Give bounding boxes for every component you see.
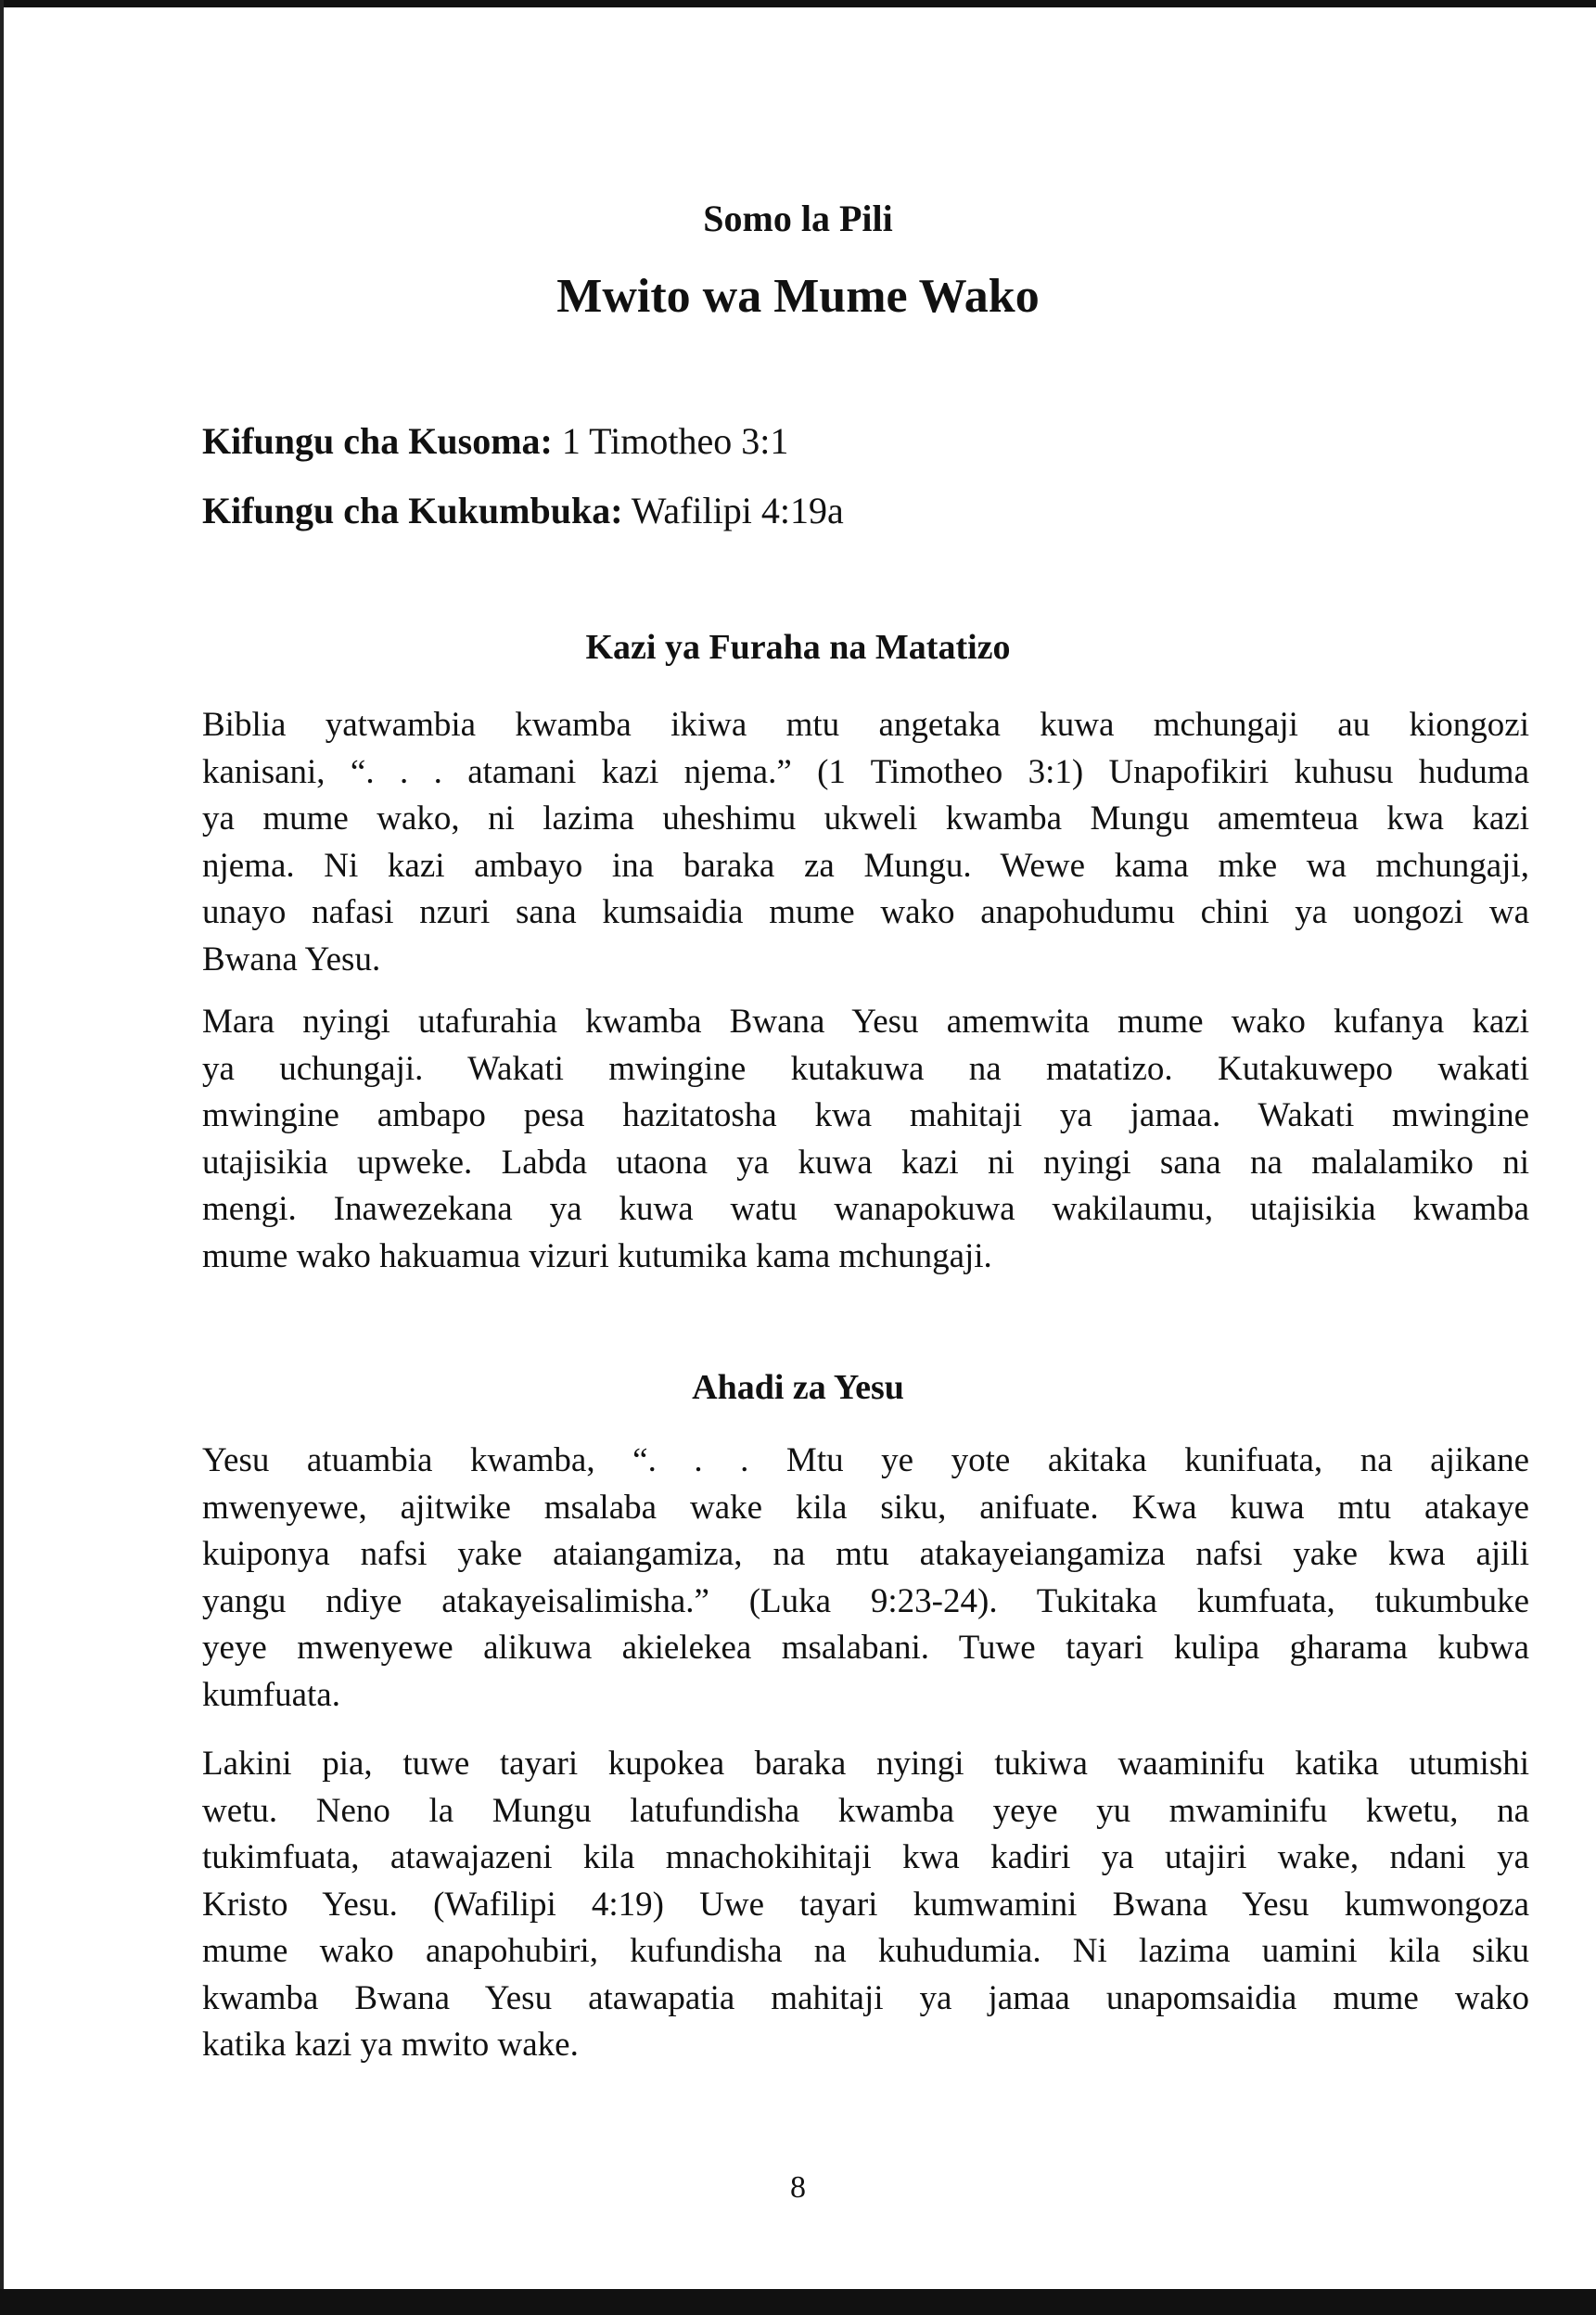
- text-line: njema. Ni kazi ambayo ina baraka za Mungu. Wewe kama mke wa mchungaji,: [202, 846, 1529, 885]
- scan-edge-bottom: [0, 2289, 1596, 2315]
- text-line: ya uchungaji. Wakati mwingine kutakuwa na matatizo. Kutakuwepo wakati: [202, 1049, 1529, 1088]
- text-line: utajisikia upweke. Labda utaona ya kuwa kazi ni nyingi sana na malalamiko ni: [202, 1143, 1529, 1182]
- text-line: Kristo Yesu. (Wafilipi 4:19) Uwe tayari kumwamini Bwana Yesu kumwongoza: [202, 1885, 1529, 1924]
- reference-label: Kifungu cha Kusoma:: [202, 420, 553, 462]
- text-line: yeye mwenyewe alikuwa akielekea msalabani. Tuwe tayari kulipa gharama kubwa: [202, 1629, 1529, 1667]
- text-line: wetu. Neno la Mungu latufundisha kwamba yeye yu mwaminifu kwetu, na: [202, 1791, 1529, 1830]
- text-line: Mara nyingi utafurahia kwamba Bwana Yesu amemwita mume wako kufanya kazi: [202, 1003, 1529, 1041]
- section-heading: Kazi ya Furaha na Matatizo: [585, 628, 1011, 667]
- lesson-label: Somo la Pili: [703, 198, 893, 239]
- memory-reference: [202, 489, 844, 532]
- text-line: unayo nafasi nzuri sana kumsaidia mume wako anapohudumu chini ya uongozi wa: [202, 893, 1529, 931]
- text-line: tukimfuata, atawajazeni kila mnachokihitaji kwa kadiri ya utajiri wake, ndani ya: [202, 1838, 1529, 1876]
- page-number: 8: [790, 2170, 806, 2205]
- section-heading: Ahadi za Yesu: [692, 1368, 904, 1407]
- text-line: Biblia yatwambia kwamba ikiwa mtu angetaka kuwa mchungaji au kiongozi: [202, 706, 1529, 744]
- text-line: kwamba Bwana Yesu atawapatia mahitaji ya jamaa unapomsaidia mume wako: [202, 1978, 1529, 2017]
- paragraph: [202, 999, 1529, 1280]
- scan-edge-top: [0, 0, 1596, 7]
- text-line: yangu ndiye atakayeisalimisha.” (Luka 9:23-24). Tukitaka kumfuata, tukumbuke: [202, 1581, 1529, 1620]
- scan-edge-left: [0, 0, 4, 2315]
- text-line: mengi. Inawezekana ya kuwa watu wanapokuwa wakilaumu, utajisikia kwamba: [202, 1190, 1529, 1228]
- text-line: mwenyewe, ajitwike msalaba wake kila siku, anifuate. Kwa kuwa mtu atakaye: [202, 1488, 1529, 1527]
- paragraph: [202, 1741, 1529, 2069]
- paragraph: [202, 702, 1529, 983]
- text-line: mwingine ambapo pesa hazitatosha kwa mahitaji ya jamaa. Wakati mwingine: [202, 1096, 1529, 1134]
- text-line: mume wako anapohubiri, kufundisha na kuhudumia. Ni lazima uamini kila siku: [202, 1932, 1529, 1970]
- reference-value: Wafilipi 4:19a: [631, 490, 844, 531]
- reference-label: Kifungu cha Kukumbuka:: [202, 490, 623, 531]
- reference-value: 1 Timotheo 3:1: [561, 420, 789, 462]
- text-line: ya mume wako, ni lazima uheshimu ukweli kwamba Mungu amemteua kwa kazi: [202, 799, 1529, 838]
- text-line: kanisani, “. . . atamani kazi njema.” (1 Timotheo 3:1) Unapofikiri kuhusu huduma: [202, 752, 1529, 791]
- text-line: Bwana Yesu.: [202, 940, 381, 978]
- paragraph: [202, 1438, 1529, 1719]
- text-line: katika kazi ya mwito wake.: [202, 2026, 579, 2064]
- page-title: Mwito wa Mume Wako: [556, 270, 1040, 323]
- text-line: Yesu atuambia kwamba, “. . . Mtu ye yote akitaka kunifuata, na ajikane: [202, 1441, 1529, 1479]
- text-line: mume wako hakuamua vizuri kutumika kama mchungaji.: [202, 1236, 992, 1275]
- reading-reference: [202, 419, 788, 463]
- text-line: kuiponya nafsi yake ataiangamiza, na mtu atakayeiangamiza nafsi yake kwa ajili: [202, 1535, 1529, 1573]
- text-line: kumfuata.: [202, 1675, 340, 1714]
- text-line: Lakini pia, tuwe tayari kupokea baraka nyingi tukiwa waaminifu katika utumishi: [202, 1745, 1529, 1783]
